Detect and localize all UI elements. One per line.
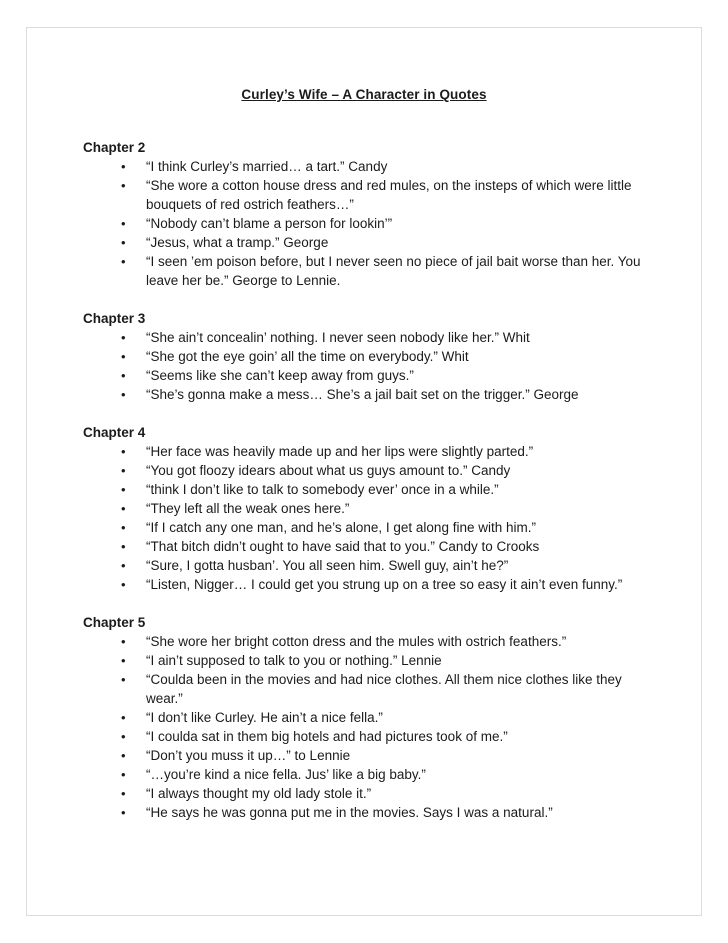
quote-item <box>83 746 645 765</box>
bullet-icon <box>121 366 126 385</box>
quote-text: “…you’re kind a nice fella. Jus’ like a big baby.” <box>146 767 426 782</box>
quote-item <box>83 385 645 404</box>
quote-item <box>83 442 645 461</box>
bullet-icon <box>121 176 126 195</box>
chapter-heading: Chapter 5 <box>83 615 146 630</box>
quote-text: “Seems like she can’t keep away from guys.” <box>146 368 414 383</box>
quote-text: “I ain’t supposed to talk to you or nothing.” Lennie <box>146 653 442 668</box>
bullet-icon <box>121 499 126 518</box>
quote-item <box>83 233 645 252</box>
quote-list <box>83 328 645 404</box>
quote-item <box>83 366 645 385</box>
chapter-heading: Chapter 4 <box>83 425 146 440</box>
quote-text: “She wore her bright cotton dress and the mules with ostrich feathers.” <box>146 634 567 649</box>
bullet-icon <box>121 252 126 271</box>
quote-item <box>83 461 645 480</box>
quote-item <box>83 214 645 233</box>
chapter-section <box>83 138 645 290</box>
quote-item <box>83 765 645 784</box>
bullet-icon <box>121 442 126 461</box>
quote-item <box>83 670 645 708</box>
bullet-icon <box>121 765 126 784</box>
quote-text: “That bitch didn’t ought to have said that to you.” Candy to Crooks <box>146 539 540 554</box>
bullet-icon <box>121 556 126 575</box>
quote-text: “She’s gonna make a mess… She’s a jail bait set on the trigger.” George <box>146 387 579 402</box>
quote-item <box>83 708 645 727</box>
quote-list <box>83 632 645 822</box>
quote-text: “He says he was gonna put me in the movies. Says I was a natural.” <box>146 805 553 820</box>
quote-item <box>83 252 645 290</box>
quote-text: “I don’t like Curley. He ain’t a nice fella.” <box>146 710 383 725</box>
quote-item <box>83 480 645 499</box>
bullet-icon <box>121 461 126 480</box>
bullet-icon <box>121 347 126 366</box>
quote-item <box>83 784 645 803</box>
quote-text: “think I don’t like to talk to somebody ever’ once in a while.” <box>146 482 499 497</box>
quote-text: “Jesus, what a tramp.” George <box>146 235 329 250</box>
bullet-icon <box>121 651 126 670</box>
quote-text: “Listen, Nigger… I could get you strung up on a tree so easy it ain’t even funny.” <box>146 577 623 592</box>
bullet-icon <box>121 328 126 347</box>
quote-item <box>83 803 645 822</box>
bullet-icon <box>121 784 126 803</box>
bullet-icon <box>121 575 126 594</box>
quote-item <box>83 157 645 176</box>
quote-item <box>83 651 645 670</box>
chapter-section <box>83 613 645 822</box>
bullet-icon <box>121 214 126 233</box>
chapter-heading: Chapter 2 <box>83 140 146 155</box>
quote-text: “Coulda been in the movies and had nice clothes. All them nice clothes like they wear.” <box>146 672 622 706</box>
quote-item <box>83 575 645 594</box>
chapter-sections <box>83 138 645 822</box>
chapter-section <box>83 423 645 594</box>
bullet-icon <box>121 157 126 176</box>
bullet-icon <box>121 708 126 727</box>
bullet-icon <box>121 480 126 499</box>
quote-item <box>83 328 645 347</box>
bullet-icon <box>121 632 126 651</box>
quote-text: “Nobody can’t blame a person for lookin’” <box>146 216 393 231</box>
bullet-icon <box>121 518 126 537</box>
bullet-icon <box>121 233 126 252</box>
quote-text: “You got floozy idears about what us guys amount to.” Candy <box>146 463 511 478</box>
quote-item <box>83 347 645 366</box>
bullet-icon <box>121 727 126 746</box>
quote-list <box>83 442 645 594</box>
quote-text: “They left all the weak ones here.” <box>146 501 350 516</box>
bullet-icon <box>121 803 126 822</box>
bullet-icon <box>121 670 126 689</box>
document-title: Curley’s Wife – A Character in Quotes <box>241 87 487 102</box>
bullet-icon <box>121 537 126 556</box>
bullet-icon <box>121 385 126 404</box>
quote-text: “I always thought my old lady stole it.” <box>146 786 372 801</box>
quote-text: “I coulda sat in them big hotels and had pictures took of me.” <box>146 729 508 744</box>
quote-text: “Sure, I gotta husban’. You all seen him. Swell guy, ain’t he?” <box>146 558 509 573</box>
document-page <box>26 27 702 916</box>
quote-text: “Don’t you muss it up…” to Lennie <box>146 748 351 763</box>
bullet-icon <box>121 746 126 765</box>
quote-text: “Her face was heavily made up and her lips were slightly parted.” <box>146 444 534 459</box>
quote-text: “I seen ’em poison before, but I never seen no piece of jail bait worse than her. You leave her be.” George to Lennie. <box>146 254 641 288</box>
quote-text: “I think Curley’s married… a tart.” Candy <box>146 159 388 174</box>
quote-item <box>83 499 645 518</box>
quote-text: “She ain’t concealin’ nothing. I never seen nobody like her.” Whit <box>146 330 530 345</box>
chapter-heading: Chapter 3 <box>83 311 146 326</box>
quote-item <box>83 632 645 651</box>
quote-list <box>83 157 645 290</box>
quote-item <box>83 537 645 556</box>
quote-text: “If I catch any one man, and he’s alone, I get along fine with him.” <box>146 520 536 535</box>
quote-text: “She got the eye goin’ all the time on everybody.” Whit <box>146 349 469 364</box>
quote-text: “She wore a cotton house dress and red mules, on the insteps of which were little bouquets of red ostrich feathers…” <box>146 178 632 212</box>
quote-item <box>83 176 645 214</box>
quote-item <box>83 556 645 575</box>
quote-item <box>83 518 645 537</box>
chapter-section <box>83 309 645 404</box>
quote-item <box>83 727 645 746</box>
